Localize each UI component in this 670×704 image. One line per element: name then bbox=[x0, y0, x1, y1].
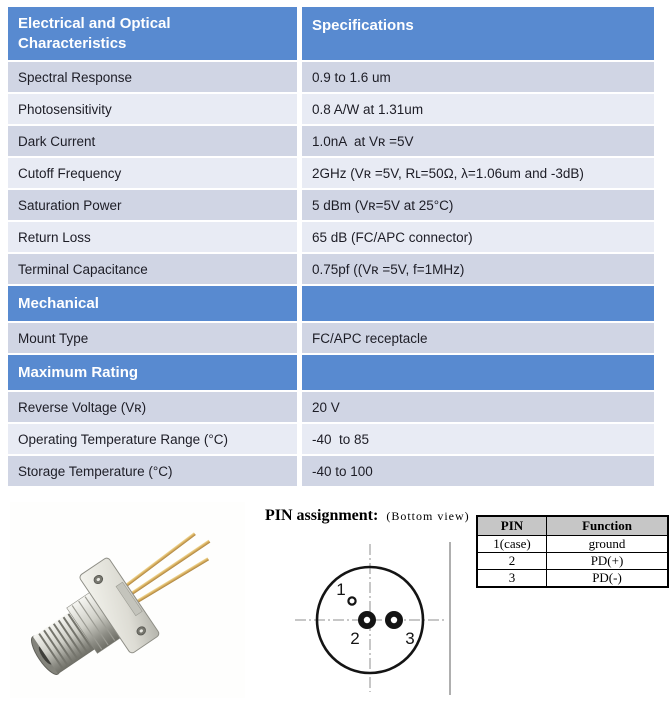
row-label: Spectral Response bbox=[8, 62, 297, 92]
pin-function-table bbox=[476, 515, 669, 588]
header-specifications-label: Specifications bbox=[312, 17, 414, 34]
row-value: 65 dB (FC/APC connector) bbox=[302, 222, 654, 252]
row-value: FC/APC receptacle bbox=[302, 323, 654, 353]
row-label: Terminal Capacitance bbox=[8, 254, 297, 284]
row-value: 20 V bbox=[302, 392, 654, 422]
function-cell: PD(-) bbox=[547, 570, 669, 588]
section-header-maximum-rating bbox=[8, 355, 654, 390]
row-label: Mount Type bbox=[8, 323, 297, 353]
table-row bbox=[8, 424, 654, 454]
pin-assignment-title bbox=[265, 507, 470, 525]
component-photo bbox=[10, 500, 245, 700]
bottom-view-label: (Bottom view) bbox=[386, 509, 470, 523]
pin-cell: 1(case) bbox=[477, 536, 547, 553]
table-row bbox=[8, 94, 654, 124]
row-label: Return Loss bbox=[8, 222, 297, 252]
table-row bbox=[8, 126, 654, 156]
row-value: 0.9 to 1.6 um bbox=[302, 62, 654, 92]
table-row bbox=[8, 323, 654, 353]
spec-table-header-row bbox=[8, 7, 654, 60]
pin-diagram bbox=[285, 540, 457, 700]
row-value: -40 to 85 bbox=[302, 424, 654, 454]
table-row bbox=[8, 158, 654, 188]
pin-2-label: 2 bbox=[350, 629, 360, 648]
spec-table-header-characteristics bbox=[8, 7, 297, 60]
table-row bbox=[8, 62, 654, 92]
pin-1-hole bbox=[348, 597, 355, 604]
spec-table-header-specifications bbox=[302, 7, 654, 60]
section-header-mechanical bbox=[8, 286, 654, 321]
section-title: Maximum Rating bbox=[8, 355, 297, 390]
row-label: Storage Temperature (°C) bbox=[8, 456, 297, 486]
row-value: 1.0nA at Vʀ =5V bbox=[302, 126, 654, 156]
table-row bbox=[8, 222, 654, 252]
table-row bbox=[477, 536, 668, 553]
row-value: 2GHz (Vʀ =5V, Rʟ=50Ω, λ=1.06um and -3dB) bbox=[302, 158, 654, 188]
header-characteristics-label: Electrical and Optical Characteristics bbox=[18, 15, 171, 52]
table-row bbox=[477, 553, 668, 570]
row-value: 0.8 A/W at 1.31um bbox=[302, 94, 654, 124]
function-cell: ground bbox=[547, 536, 669, 553]
pin-1-label: 1 bbox=[336, 580, 346, 599]
pin-3-hole bbox=[391, 617, 397, 623]
spec-table bbox=[8, 7, 654, 488]
row-label: Operating Temperature Range (°C) bbox=[8, 424, 297, 454]
row-label: Photosensitivity bbox=[8, 94, 297, 124]
pin-assignment-label: PIN assignment: bbox=[265, 507, 379, 524]
function-cell: PD(+) bbox=[547, 553, 669, 570]
section-title: Mechanical bbox=[8, 286, 297, 321]
row-value: 5 dBm (Vʀ=5V at 25°C) bbox=[302, 190, 654, 220]
row-label: Cutoff Frequency bbox=[8, 158, 297, 188]
table-row bbox=[8, 190, 654, 220]
section-header-spacer bbox=[302, 286, 654, 321]
function-column-header: Function bbox=[547, 516, 669, 536]
row-label: Saturation Power bbox=[8, 190, 297, 220]
pin-column-header: PIN bbox=[477, 516, 547, 536]
table-row bbox=[8, 254, 654, 284]
section-header-spacer bbox=[302, 355, 654, 390]
row-value: -40 to 100 bbox=[302, 456, 654, 486]
table-row bbox=[8, 392, 654, 422]
row-value: 0.75pf ((Vʀ =5V, f=1MHz) bbox=[302, 254, 654, 284]
pin-cell: 2 bbox=[477, 553, 547, 570]
pin-table-header-row bbox=[477, 516, 668, 536]
pin-3-label: 3 bbox=[405, 629, 415, 648]
row-label: Dark Current bbox=[8, 126, 297, 156]
table-row bbox=[8, 456, 654, 486]
table-row bbox=[477, 570, 668, 588]
pin-2-hole bbox=[364, 617, 370, 623]
row-label: Reverse Voltage (Vʀ) bbox=[8, 392, 297, 422]
pin-cell: 3 bbox=[477, 570, 547, 588]
